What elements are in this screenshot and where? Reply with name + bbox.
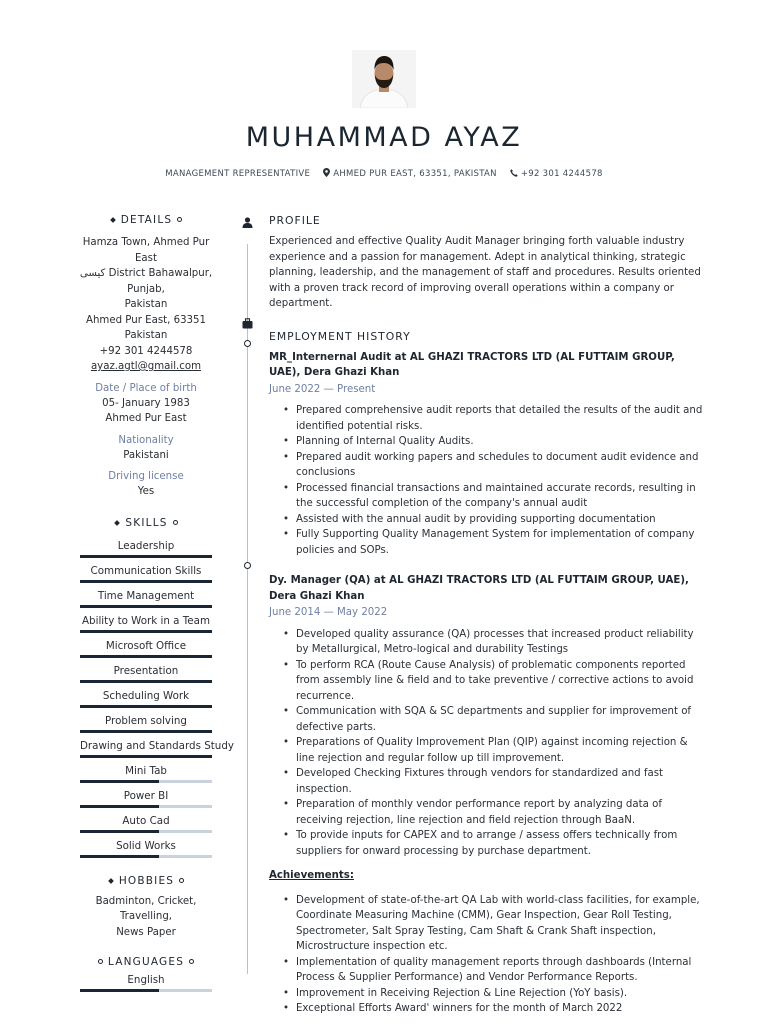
achievements-list xyxy=(283,893,709,1017)
skill-level-fill xyxy=(80,705,212,708)
skill-level-fill xyxy=(80,580,212,583)
address-line-1: Hamza Town, Ahmed Pur East xyxy=(82,237,210,264)
hobbies-heading: HOBBIES xyxy=(72,875,220,887)
skill-level-bar xyxy=(80,680,212,683)
skill-level-fill xyxy=(80,730,212,733)
language-level-fill xyxy=(80,989,159,992)
achievements-heading: Achievements: xyxy=(269,870,354,881)
achievement-item: • Improvement in Receiving Rejection & Line Rejection (YoY basis). xyxy=(283,986,709,1002)
hobbies-line-1: Badminton, Cricket, Travelling, xyxy=(95,895,197,922)
skill-item xyxy=(80,611,212,633)
skill-label: Presentation xyxy=(113,664,179,677)
details-heading: DETAILS xyxy=(72,214,220,226)
skill-level-bar xyxy=(80,630,212,633)
skill-level-fill xyxy=(80,805,159,808)
address-line-5: Pakistan xyxy=(124,330,168,341)
driving-license-value: Yes xyxy=(137,486,155,497)
skill-item xyxy=(80,761,212,783)
skill-level-bar xyxy=(80,830,212,833)
job-position: MANAGEMENT REPRESENTATIVE xyxy=(165,169,311,179)
header-phone xyxy=(510,169,603,179)
job-bullets-2 xyxy=(283,627,709,860)
language-level-bar xyxy=(80,989,212,992)
skill-label: Drawing and Standards Study xyxy=(80,739,234,752)
job-dates-1: June 2022 — Present xyxy=(269,383,376,395)
skill-label: Mini Tab xyxy=(125,764,167,777)
skill-level-fill xyxy=(80,830,159,833)
skill-level-fill xyxy=(80,780,159,783)
dob-value: 05- January 1983 xyxy=(102,397,190,409)
achievement-item: • Implementation of quality management reports through dashboards (Internal Process & Supplier Performance) and Vendor Performance Reports. xyxy=(283,955,709,986)
skill-item xyxy=(80,661,212,683)
skill-level-bar xyxy=(80,705,212,708)
skill-item xyxy=(80,586,212,608)
candidate-name: MUHAMMAD AYAZ xyxy=(245,122,523,153)
phone-icon xyxy=(510,169,518,177)
profile-summary: Experienced and effective Quality Audit Manager bringing forth valuable industry experience and a passion for management. Adept in analytical thinking, strategic planning, leadership, and the management of staff and procedures. Results oriented with a proven track record of improving overall operations within a company or department. xyxy=(269,236,701,309)
skill-item xyxy=(80,561,212,583)
skill-level-fill xyxy=(80,855,159,858)
job-1-bullet: • Planning of Internal Quality Audits. xyxy=(283,434,709,450)
skills-list xyxy=(72,536,234,858)
skill-label: Scheduling Work xyxy=(102,689,190,702)
skill-label: Leadership xyxy=(117,539,175,552)
skill-item xyxy=(80,811,212,833)
job-1-bullet: • Assisted with the annual audit by providing supporting documentation xyxy=(283,512,709,528)
skill-label: Communication Skills xyxy=(90,564,202,577)
language-item xyxy=(80,970,212,992)
skill-level-bar xyxy=(80,580,212,583)
main-content xyxy=(269,214,709,1017)
skill-level-bar xyxy=(80,605,212,608)
header-address xyxy=(323,168,497,179)
skill-level-fill xyxy=(80,755,212,758)
header-phone-text: +92 301 4244578 xyxy=(520,169,603,179)
skill-label: Ability to Work in a Team xyxy=(82,614,210,627)
skill-level-fill xyxy=(80,555,212,558)
language-label: English xyxy=(127,974,165,986)
skill-item xyxy=(80,686,212,708)
job-entry-1 xyxy=(269,350,709,559)
job-1-bullet: • Processed financial transactions and maintained accurate records, resulting in the successful completion of the company's annual audit xyxy=(283,481,709,512)
languages-list xyxy=(72,970,220,992)
skill-level-bar xyxy=(80,805,212,808)
skill-label: Auto Cad xyxy=(122,814,170,827)
job-title-1: MR_Internernal Audit at AL GHAZI TRACTORS LTD (AL FUTTAIM GROUP, UAE), Dera Ghazi Khan xyxy=(269,351,675,378)
skill-level-fill xyxy=(80,655,212,658)
dob-label: Date / Place of birth xyxy=(95,382,197,394)
skill-item xyxy=(80,636,212,658)
skill-item xyxy=(80,736,234,758)
employment-heading: EMPLOYMENT HISTORY xyxy=(269,329,411,343)
header-contact-bar xyxy=(0,168,768,179)
skill-item xyxy=(80,786,212,808)
achievement-item: • Exceptional Efforts Award' winners for the month of March 2022 xyxy=(283,1001,709,1017)
job-title-2: Dy. Manager (QA) at AL GHAZI TRACTORS LTD (AL FUTTAIM GROUP, UAE), Dera Ghazi Khan xyxy=(269,575,689,602)
skill-level-bar xyxy=(80,555,212,558)
header-address-text: AHMED PUR EAST, 63351, PAKISTAN xyxy=(333,169,497,179)
job-1-bullet: • Fully Supporting Quality Management System for implementation of company policies and SOPs. xyxy=(283,527,709,558)
address-line-4: Ahmed Pur East, 63351 xyxy=(85,314,207,326)
job-1-bullet: • Prepared comprehensive audit reports that detailed the results of the audit and identified potential risks. xyxy=(283,403,709,434)
timeline-dot-job-1 xyxy=(244,340,251,347)
job-2-bullet: • To perform RCA (Route Cause Analysis) of problematic components reported from assembly line & field and to take preventive / corrective actions to avoid recurrence. xyxy=(283,658,709,705)
skill-level-fill xyxy=(80,630,212,633)
skill-level-fill xyxy=(80,680,212,683)
profile-icon xyxy=(242,217,253,228)
skill-label: Time Management xyxy=(97,589,195,602)
timeline-line xyxy=(247,244,248,974)
job-bullets-1 xyxy=(283,403,709,558)
skill-item xyxy=(80,836,212,858)
nationality-label: Nationality xyxy=(118,434,174,446)
sidebar xyxy=(72,214,234,995)
skill-label: Microsoft Office xyxy=(105,639,187,652)
skill-level-bar xyxy=(80,755,212,758)
skill-level-bar xyxy=(80,780,212,783)
skills-heading: SKILLS xyxy=(72,517,220,529)
job-2-bullet: • To provide inputs for CAPEX and to arrange / assess offers technically from suppliers for onward processing by purchase department. xyxy=(283,828,709,859)
skill-label: Problem solving xyxy=(105,714,187,727)
email-link[interactable]: ayaz.agtl@gmail.com xyxy=(90,361,202,372)
languages-heading: LANGUAGES xyxy=(72,956,220,968)
briefcase-icon xyxy=(242,318,253,329)
job-2-bullet: • Developed Checking Fixtures through vendors for standardized and fast inspection. xyxy=(283,766,709,797)
job-2-bullet: • Developed quality assurance (QA) processes that increased product reliability by Metallurgical, Metro-logical and durability Testings xyxy=(283,627,709,658)
achievement-item: • Development of state-of-the-art QA Lab with world-class facilities, for example, Coordinate Measuring Machine (CMM), Gear Inspection, Gear Roll Testing, Spectrometer, Salt Spray Testing, Cam Shaft & Crank Shaft inspection, Microstructure inspection etc. xyxy=(283,893,709,955)
job-dates-2: June 2014 — May 2022 xyxy=(269,607,388,618)
profile-photo xyxy=(352,50,416,108)
job-2-bullet: • Communication with SQA & SC departments and supplier for improvement of defective parts. xyxy=(283,704,709,735)
details-phone: +92 301 4244578 xyxy=(99,345,193,357)
skill-label: Power BI xyxy=(123,789,169,802)
skill-level-bar xyxy=(80,730,212,733)
skill-label: Solid Works xyxy=(116,839,176,852)
job-1-bullet: • Prepared audit working papers and schedules to document audit evidence and conclusions xyxy=(283,450,709,481)
address-line-3: Pakistan xyxy=(124,299,168,310)
skill-item xyxy=(80,536,212,558)
job-2-bullet: • Preparations of Quality Improvement Plan (QIP) against incoming rejection & line rejection and regular follow up till improvement. xyxy=(283,735,709,766)
skill-level-fill xyxy=(80,605,212,608)
hobbies-line-2: News Paper xyxy=(116,926,176,938)
nationality-value: Pakistani xyxy=(123,449,169,461)
timeline-dot-job-2 xyxy=(244,562,251,569)
location-pin-icon xyxy=(323,168,330,177)
skill-level-bar xyxy=(80,655,212,658)
pob-value: Ahmed Pur East xyxy=(105,413,187,424)
job-2-bullet: • Preparation of monthly vendor performance report by analyzing data of receiving rejection, line rejection and field rejection through BaaN. xyxy=(283,797,709,828)
skill-level-bar xyxy=(80,855,212,858)
driving-license-label: Driving license xyxy=(108,471,184,482)
job-entry-2 xyxy=(269,573,709,1017)
address-line-2: کیسی District Bahawalpur, Punjab, xyxy=(79,268,213,295)
skill-item xyxy=(80,711,212,733)
profile-heading: PROFILE xyxy=(269,214,321,227)
